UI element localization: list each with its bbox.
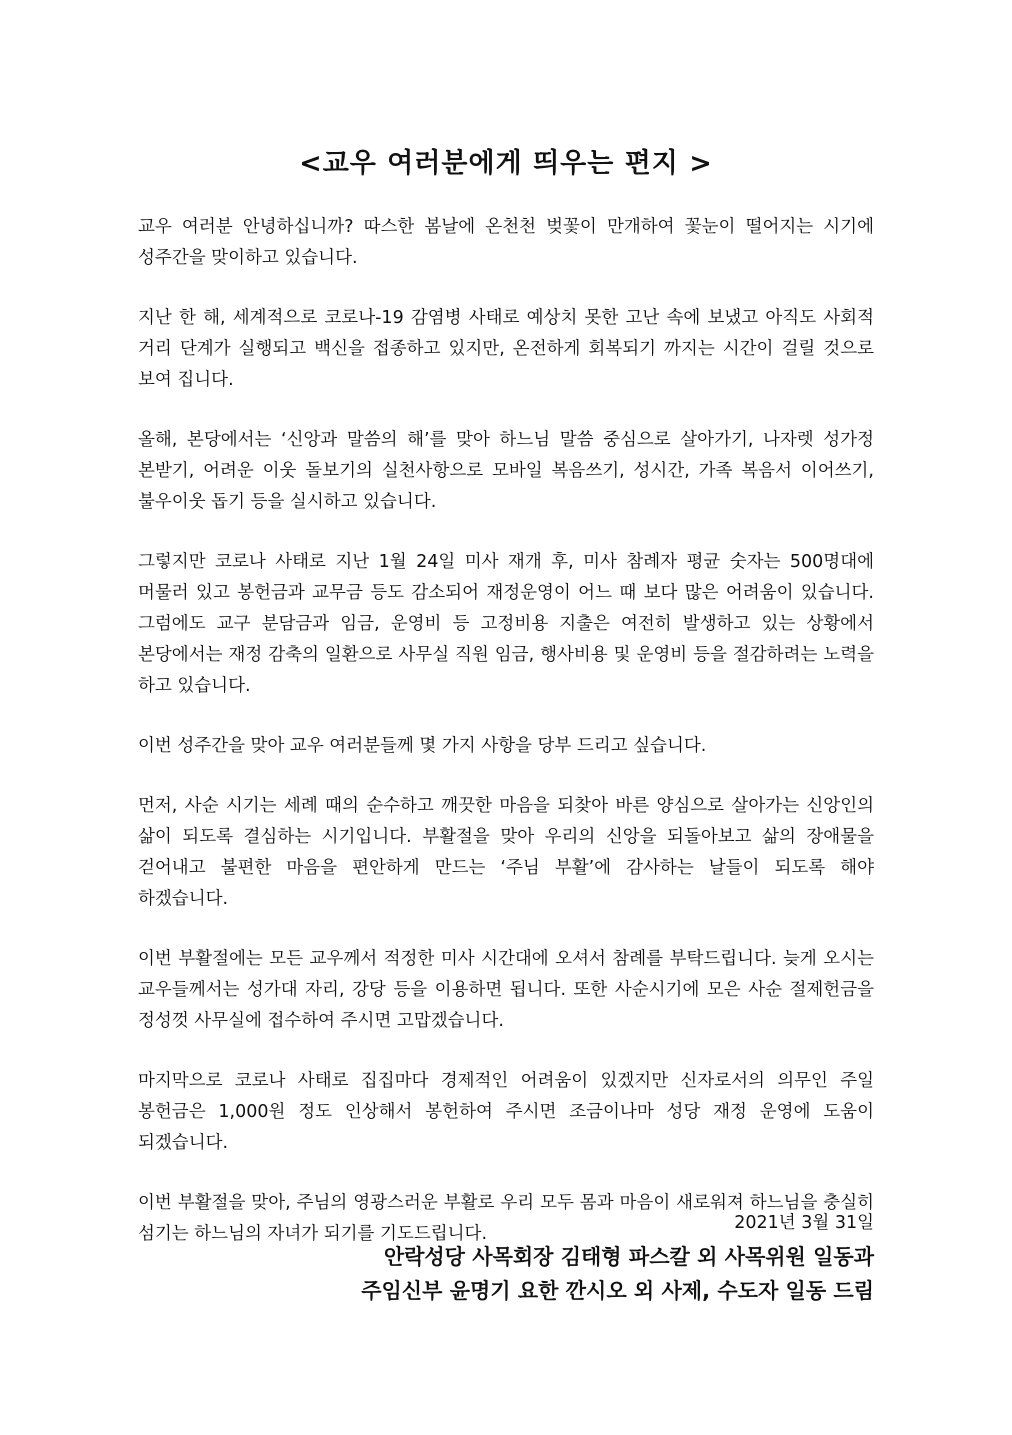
paragraph-pandemic: 지난 한 해, 세계적으로 코로나-19 감염병 사태로 예상치 못한 고난 속에 보냈고 아직도 사회적 거리 단계가 실행되고 백신을 접종하고 있지만, 온전하게 회복되기 까지는 시간이 걸릴 것으로 보여 집니다.	[138, 308, 874, 390]
letter-body	[138, 212, 874, 1279]
paragraph-requests-intro: 이번 성주간을 맞아 교우 여러분들께 몇 가지 사항을 당부 드리고 싶습니다.	[138, 736, 707, 756]
paragraph-lent: 먼저, 사순 시기는 세례 때의 순수하고 깨끗한 마음을 되찾아 바른 양심으로 살아가는 신앙인의 삶이 되도록 결심하는 시기입니다. 부활절을 맞아 우리의 신앙을 되돌아보고 삶의 장애물을 걷어내고 불편한 마음을 편안하게 만드는 ‘주님 부활’에 감사하는 날들이 되도록 해야 하겠습니다.	[138, 796, 874, 909]
paragraph-offering: 마지막으로 코로나 사태로 집집마다 경제적인 어려움이 있겠지만 신자로서의 의무인 주일 봉헌금은 1,000원 정도 인상해서 봉헌하여 주시면 조금이나마 성당 재정 운영에 도움이 되겠습니다.	[138, 1071, 874, 1153]
paragraph-parish-year: 올해, 본당에서는 ‘신앙과 말씀의 해’를 맞아 하느님 말씀 중심으로 살아가기, 나자렛 성가정 본받기, 어려운 이웃 돌보기의 실천사항으로 모바일 복음쓰기, 성시간, 가족 복음서 이어쓰기, 불우이웃 돕기 등을 실시하고 있습니다.	[138, 430, 874, 512]
paragraph-greeting: 교우 여러분 안녕하십니까? 따스한 봄날에 온천천 벚꽃이 만개하여 꽃눈이 떨어지는 시기에 성주간을 맞이하고 있습니다.	[138, 217, 874, 268]
letter-title: <교우 여러분에게 띄우는 편지 >	[299, 148, 713, 179]
signature-date: 2021년 3월 31일	[734, 1213, 874, 1233]
signature-line-clergy: 주임신부 윤명기 요한 깐시오 외 사제, 수도자 일동 드림	[361, 1279, 874, 1303]
signature-block	[361, 1208, 874, 1308]
signature-line-council: 안락성당 사목회장 김태형 파스칼 외 사목위원 일동과	[383, 1245, 874, 1269]
paragraph-finances: 그렇지만 코로나 사태로 지난 1월 24일 미사 재개 후, 미사 참례자 평균 숫자는 500명대에 머물러 있고 봉헌금과 교무금 등도 감소되어 재정운영이 어느 때 보다 많은 어려움이 있습니다. 그럼에도 교구 분담금과 임금, 운영비 등 고정비용 지출은 여전히 발생하고 있는 상황에서 본당에서는 재정 감축의 일환으로 사무실 직원 임금, 행사비용 및 운영비 등을 절감하려는 노력을 하고 있습니다.	[138, 552, 874, 696]
paragraph-closing: 이번 부활절을 맞아, 주님의 영광스러운 부활로 우리 모두 몸과 마음이 새로워져 하느님을 충실히 섬기는 하느님의 자녀가 되기를 기도드립니다.	[138, 1193, 874, 1244]
paragraph-easter-mass: 이번 부활절에는 모든 교우께서 적정한 미사 시간대에 오셔서 참례를 부탁드립니다. 늦게 오시는 교우들께서는 성가대 자리, 강당 등을 이용하면 됩니다. 또한 사순시기에 모은 사순 절제헌금을 정성껏 사무실에 접수하여 주시면 고맙겠습니다.	[138, 949, 874, 1031]
